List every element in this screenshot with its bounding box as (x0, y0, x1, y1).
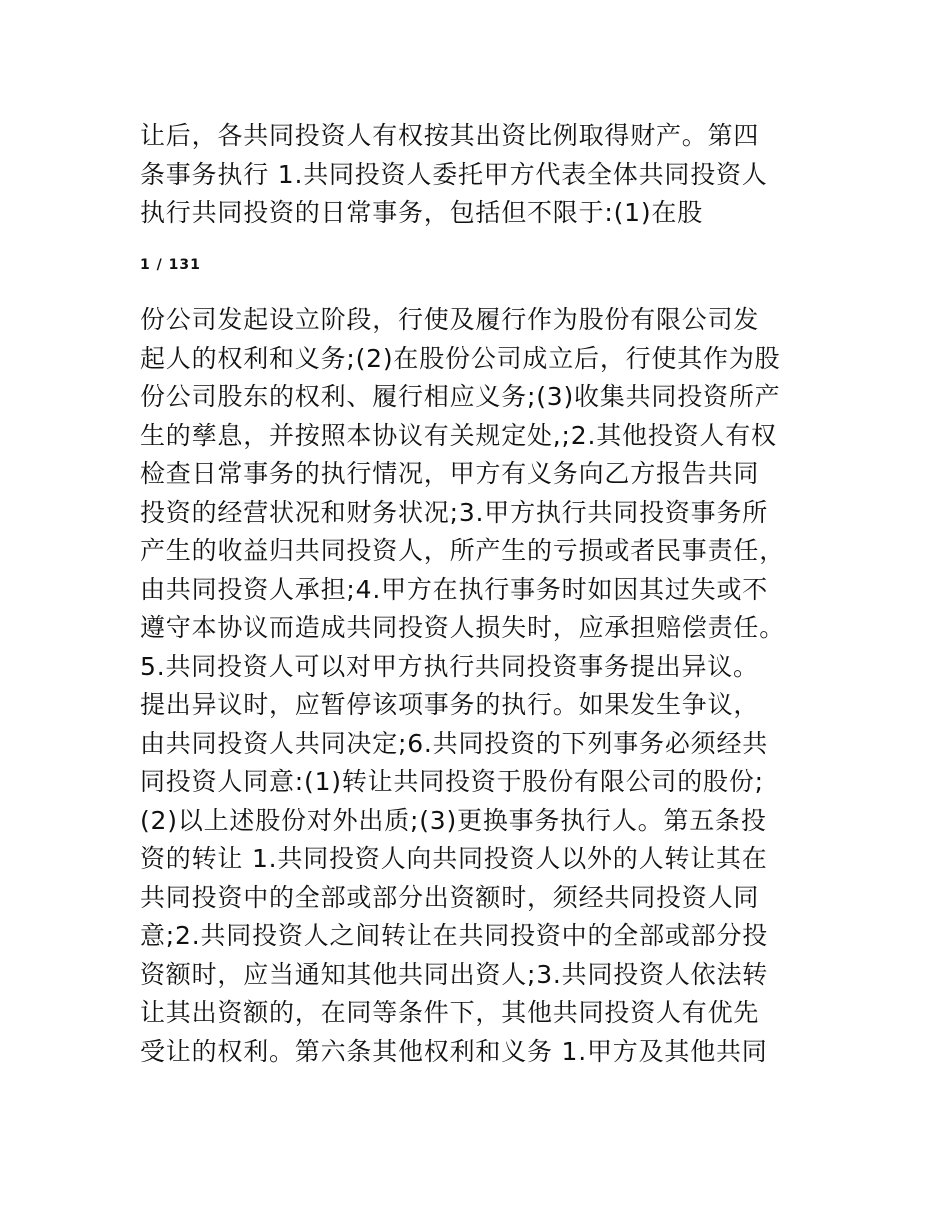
text-line: 资的转让 1.共同投资人向共同投资人以外的人转让其在 (140, 844, 768, 873)
text-line: 投资的经营状况和财务状况;3.甲方执行共同投资事务所 (140, 497, 769, 527)
text-line: 由共同投资人共同决定;6.共同投资的下列事务必须经共 (140, 728, 769, 758)
text-line: 意;2.共同投资人之间转让在共同投资中的全部或部分投 (140, 921, 769, 950)
text-line: (2)以上述股份对外出质;(3)更换事务执行人。第五条投 (140, 805, 767, 835)
text-line: 份公司发起设立阶段，行使及履行作为股份有限公司发 (140, 305, 760, 334)
text-line: 生的孳息，并按照本协议有关规定处,;2.其他投资人有权 (140, 420, 777, 450)
text-line: 执行共同投资的日常事务，包括但不限于:(1)在股 (140, 198, 704, 227)
text-line: 受让的权利。第六条其他权利和义务 1.甲方及其他共同 (140, 1036, 768, 1066)
text-line: 遵守本协议而造成共同投资人损失时，应承担赔偿责任。 (140, 613, 786, 642)
text-line: 让其出资额的，在同等条件下，其他共同投资人有优先 (140, 998, 760, 1027)
text-line: 由共同投资人承担;4.甲方在执行事务时如因其过失或不 (140, 574, 769, 604)
text-line: 5.共同投资人可以对甲方执行共同投资事务提出异议。 (140, 651, 759, 681)
text-line: 检查日常事务的执行情况，甲方有义务向乙方报告共同 (140, 459, 760, 488)
text-line: 起人的权利和义务;(2)在股份公司成立后，行使其作为股 (140, 343, 781, 373)
text-line: 产生的收益归共同投资人，所产生的亏损或者民事责任， (140, 536, 786, 565)
text-line: 份公司股东的权利、履行相应义务;(3)收集共同投资所产 (140, 382, 781, 411)
text-line: 条事务执行 1.共同投资人委托甲方代表全体共同投资人 (140, 159, 768, 189)
text-line: 共同投资中的全部或部分出资额时，须经共同投资人同 (140, 882, 760, 912)
text-line: 提出异议时，应暂停该项事务的执行。如果发生争议， (140, 690, 760, 719)
page-indicator: 1 / 131 (140, 257, 201, 273)
main-paragraph (140, 301, 785, 1071)
text-line: 让后，各共同投资人有权按其出资比例取得财产。第四 (140, 121, 760, 150)
top-paragraph (140, 117, 768, 233)
text-line: 资额时，应当通知其他共同出资人;3.共同投资人依法转 (140, 959, 769, 989)
text-line: 同投资人同意:(1)转让共同投资于股份有限公司的股份; (140, 767, 764, 796)
